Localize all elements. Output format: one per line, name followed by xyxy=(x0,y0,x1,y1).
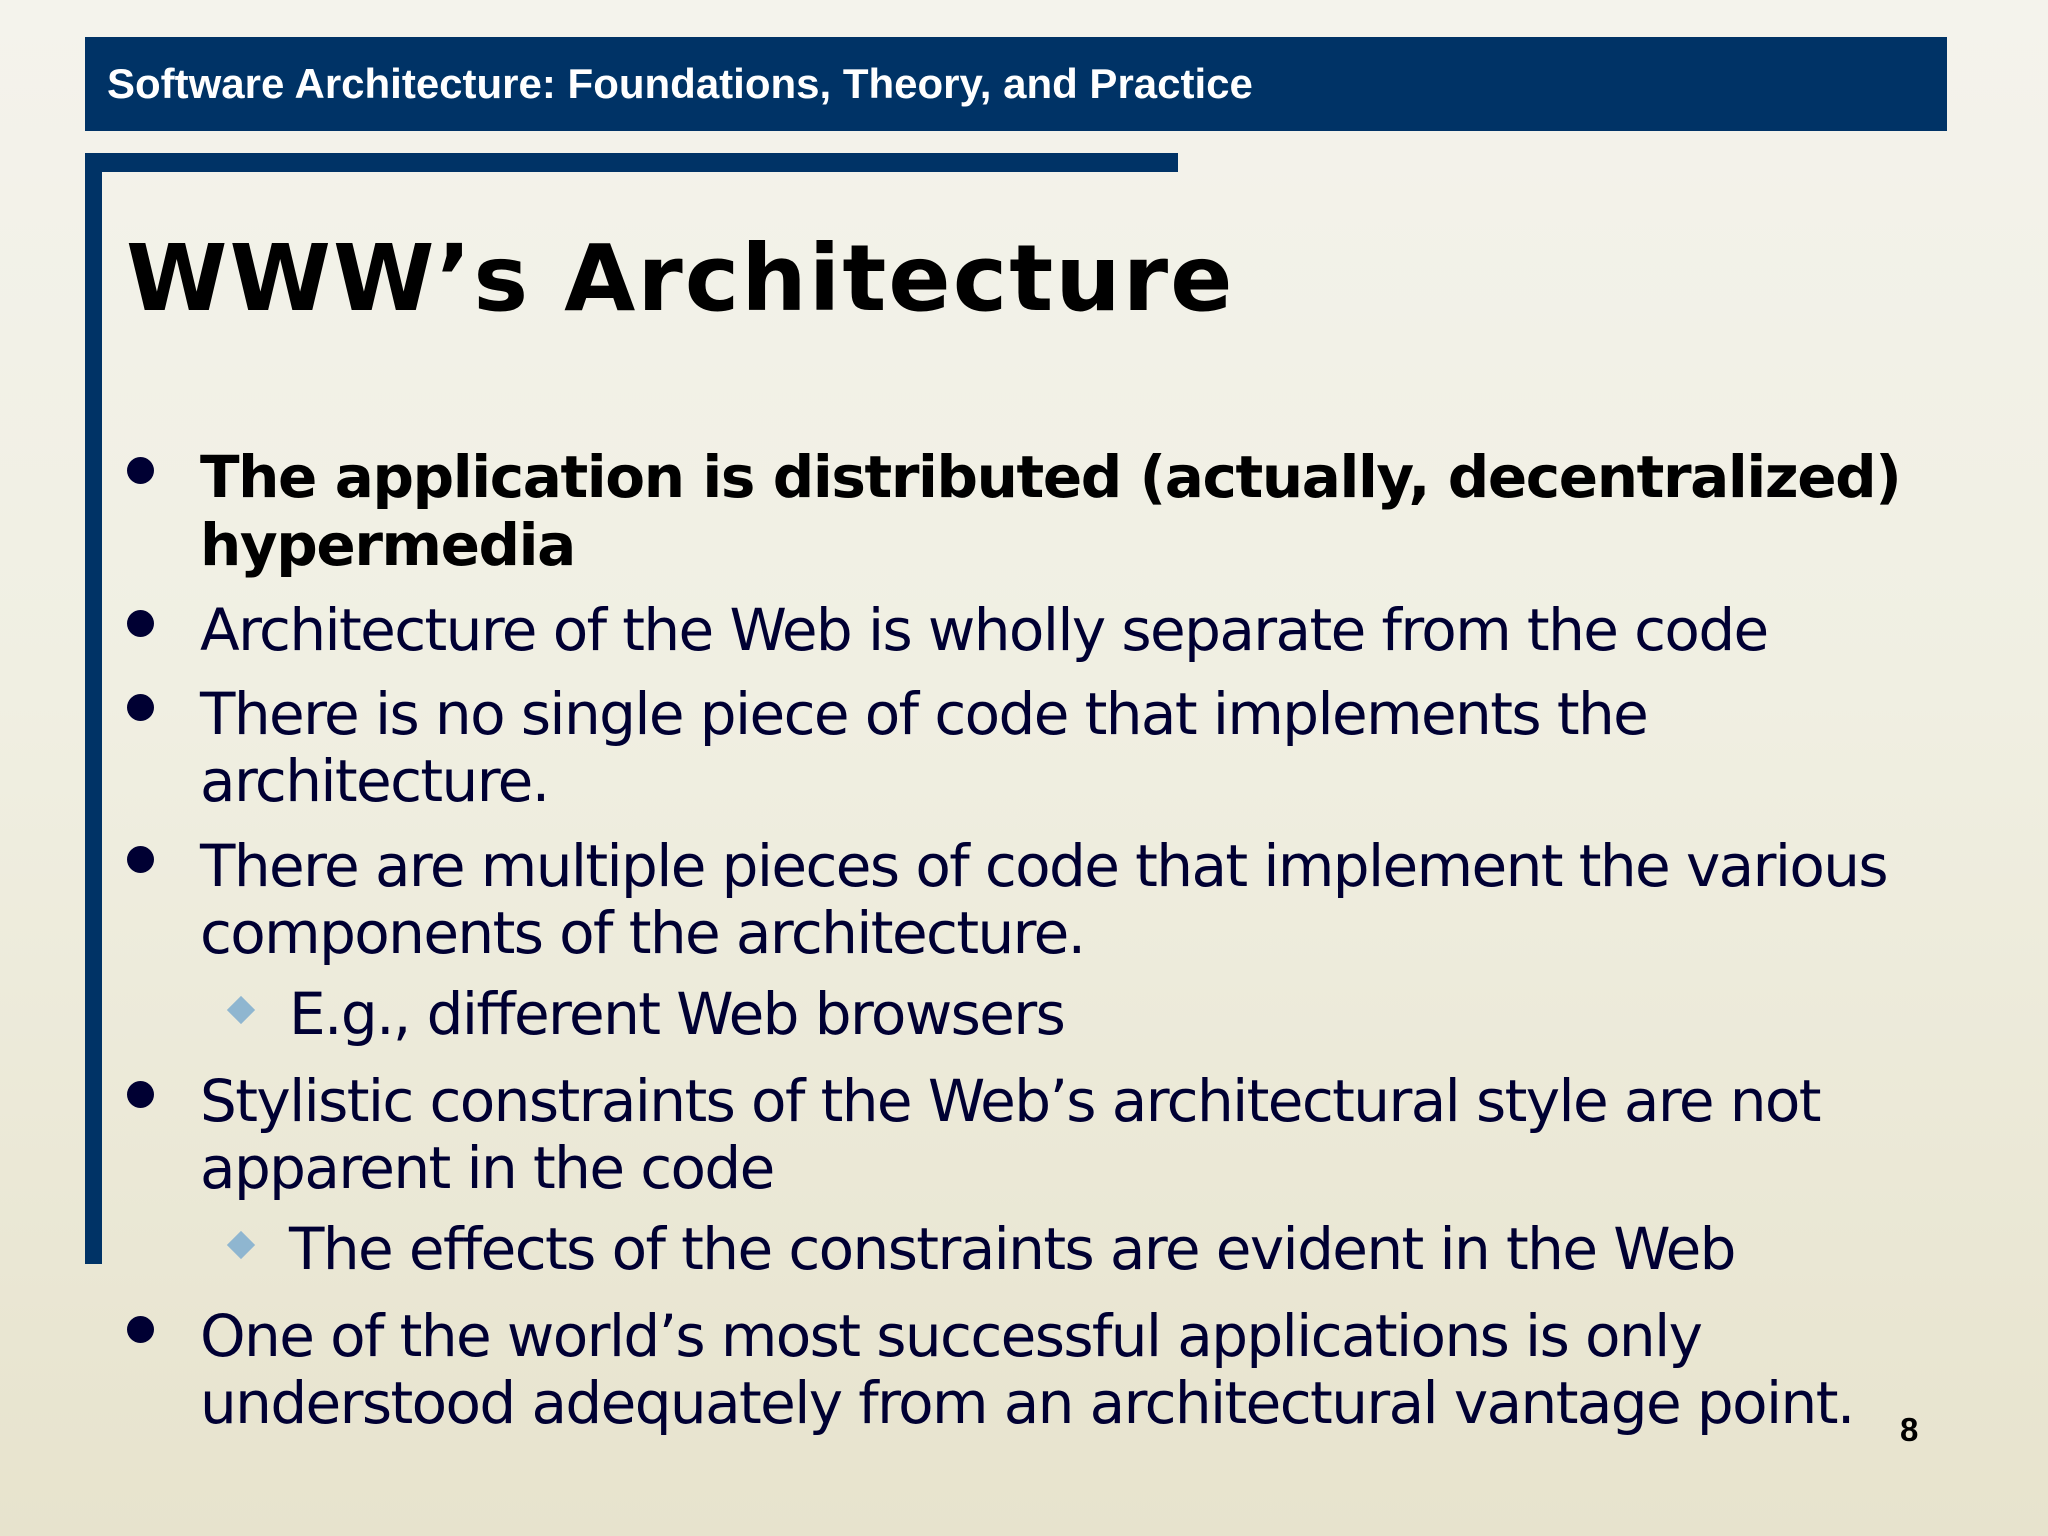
bullet-6-line-1: One of the world’s most successful applications is only xyxy=(200,1302,1702,1370)
bullet-5-sub: The effects of the constraints are evident in the Web xyxy=(289,1215,1735,1283)
sub-bullet-diamond-icon xyxy=(227,1231,255,1259)
bullet-6-line-2: understood adequately from an architectural vantage point. xyxy=(200,1369,1854,1437)
bullet-3-line-1: There is no single piece of code that implements the xyxy=(200,680,1648,748)
bullet-dot-icon xyxy=(127,694,154,721)
bullet-4-line-1: There are multiple pieces of code that implement the various xyxy=(200,832,1888,900)
bullet-4-sub: E.g., different Web browsers xyxy=(289,980,1065,1048)
bullet-1-line-2: hypermedia xyxy=(200,511,575,579)
slide-title: WWW’s Architecture xyxy=(126,225,1235,332)
page-number: 8 xyxy=(1900,1411,1919,1448)
bullet-dot-icon xyxy=(127,1081,154,1108)
bullet-4-line-2: components of the architecture. xyxy=(200,899,1085,967)
bullet-dot-icon xyxy=(127,846,154,873)
sub-bullet-diamond-icon xyxy=(227,996,255,1024)
bullet-3-line-2: architecture. xyxy=(200,747,549,815)
bullet-1-line-1: The application is distributed (actually, decentralized) xyxy=(200,443,1901,511)
bullet-5-line-2: apparent in the code xyxy=(200,1134,774,1202)
bullet-5-line-1: Stylistic constraints of the Web’s architectural style are not xyxy=(200,1067,1820,1135)
bullet-dot-icon xyxy=(127,1316,154,1343)
bullet-dot-icon xyxy=(127,610,154,637)
course-title: Software Architecture: Foundations, Theory, and Practice xyxy=(107,60,1253,107)
bullet-dot-icon xyxy=(127,457,154,484)
bullet-2-line-1: Architecture of the Web is wholly separate from the code xyxy=(200,596,1768,664)
